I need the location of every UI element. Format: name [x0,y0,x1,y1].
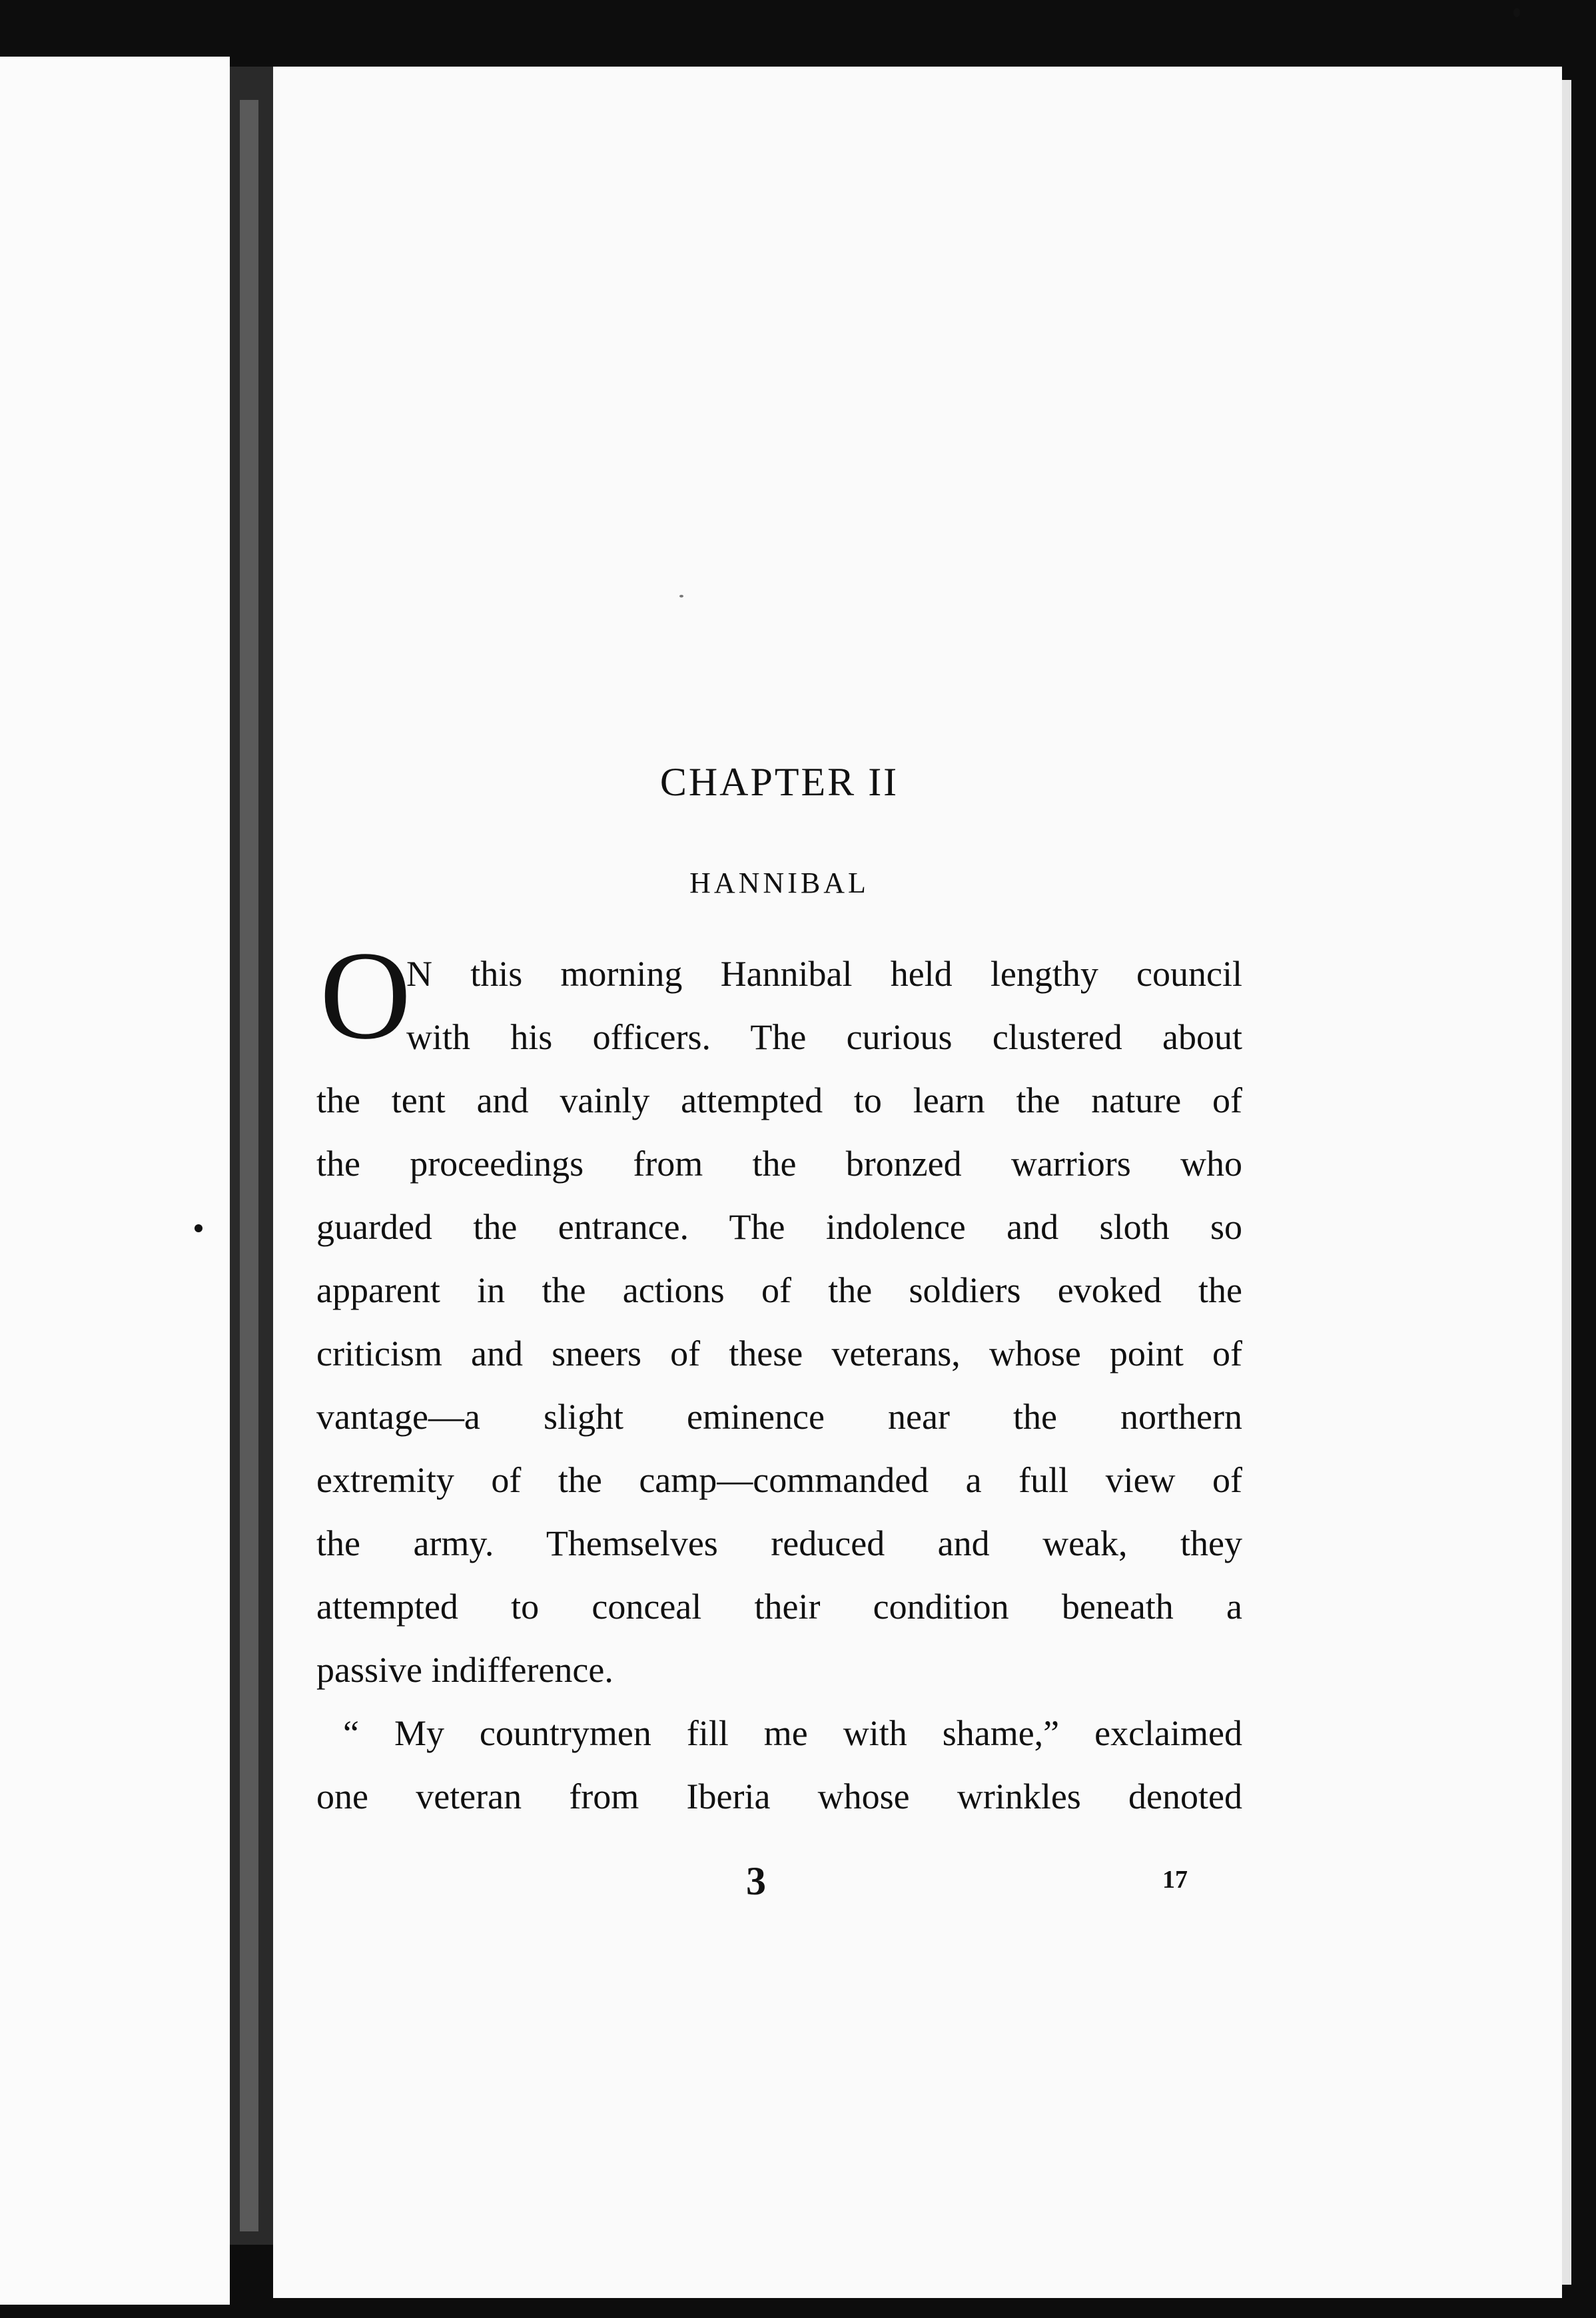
text-line: passive indifference. [316,1650,613,1690]
text-line: guarded the entrance. The indolence and sloth so [316,1207,1242,1247]
text-line: extremity of the camp—commanded a full view of [316,1460,1242,1500]
scan-speck [1513,8,1520,17]
chapter-subtitle: HANNIBAL [689,867,869,899]
text-line: the army. Themselves reduced and weak, they [316,1523,1242,1563]
text-line: with his officers. The curious clustered about [406,1017,1242,1057]
text-line: “ My countrymen fill me with shame,” exclaimed [343,1713,1242,1753]
chapter-body-text [316,943,1242,1828]
page-edge [1562,80,1571,2285]
text-line: the tent and vainly attempted to learn the nature of [316,1080,1242,1120]
signature-mark: 17 [1162,1866,1188,1894]
scan-speck [679,595,683,597]
text-line: vantage—a slight eminence near the northern [316,1397,1242,1437]
gutter-shadow [240,100,258,2231]
text-line: the proceedings from the bronzed warriors who [316,1144,1242,1184]
text-line: criticism and sneers of these veterans, whose point of [316,1334,1242,1373]
text-line: apparent in the actions of the soldiers evoked the [316,1270,1242,1310]
scan-speck [195,1224,202,1232]
text-line: one veteran from Iberia whose wrinkles denoted [316,1776,1242,1816]
drop-cap: O [320,926,412,1066]
left-page-blank [0,57,230,2305]
text-line: N this morning Hannibal held lengthy council [406,954,1242,994]
page-number: 3 [746,1859,766,1903]
text-line: attempted to conceal their condition beneath a [316,1587,1242,1627]
chapter-title: CHAPTER II [659,760,899,804]
